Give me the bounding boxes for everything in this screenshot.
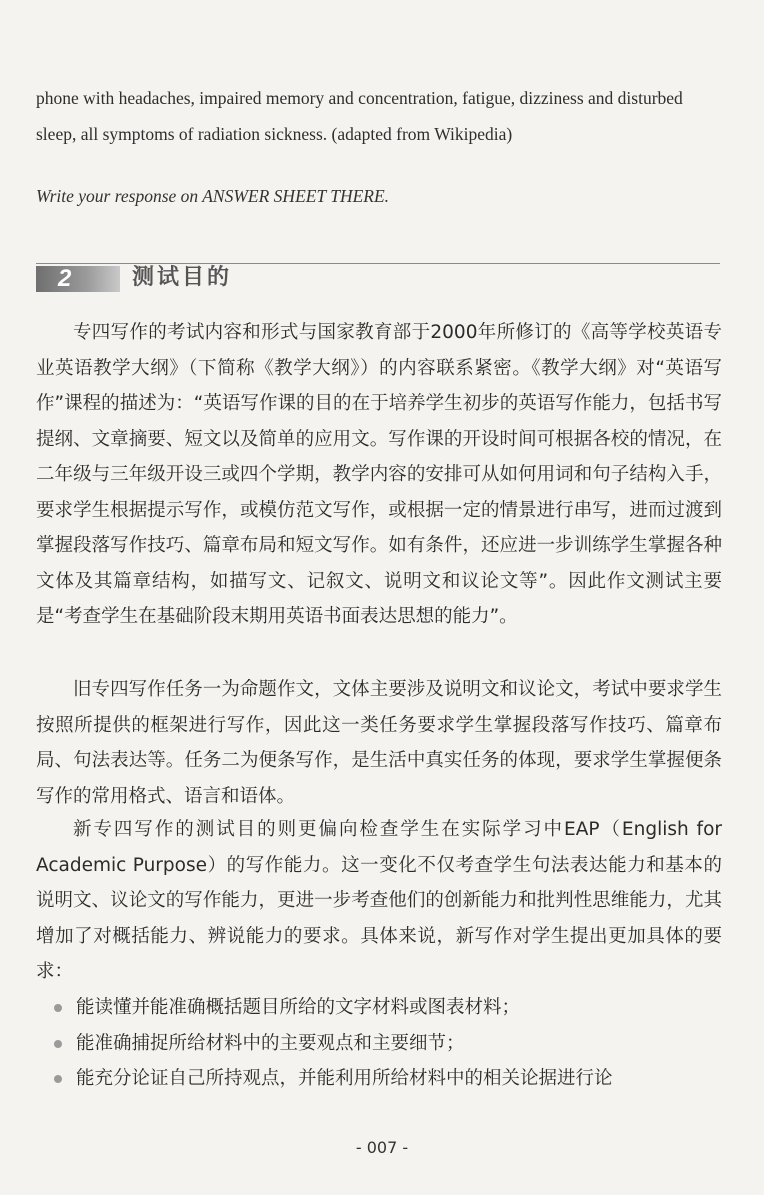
- english-paragraph: phone with headaches, impaired memory and concentration, fatigue, dizziness and disturbed sleep, all symptoms of radiation sickness. (adapted from Wikipedia): [36, 88, 683, 144]
- section-number-badge: [36, 266, 120, 292]
- paragraph-new-purpose: 新专四写作的测试目的则更偏向检查学生在实际学习中EAP（English for Academic Purpose）的写作能力。这一变化不仅考查学生句法表达能力和基本的说明文、议论文的写作能力，更进一步考查他们的创新能力和批判性思维能力，尤其增加了对概括能力、辨说能力的要求。具体来说，新写作对学生提出更加具体的要求：: [36, 819, 722, 982]
- paragraph-old-tasks: 旧专四写作任务一为命题作文，文体主要涉及说明文和议论文，考试中要求学生按照所提供的框架进行写作，因此这一类任务要求学生掌握段落写作技巧、篇章布局、句法表达等。任务二为便条写作，是生活中真实任务的体现，要求学生掌握便条写作的常用格式、语言和语体。: [36, 679, 722, 807]
- paragraph-syllabus: 专四写作的考试内容和形式与国家教育部于2000年所修订的《高等学校英语专业英语教学大纲》（下简称《教学大纲》）的内容联系紧密。《教学大纲》对“英语写作”课程的描述为：“英语写作课的目的在于培养学生初步的英语写作能力，包括书写提纲、文章摘要、短文以及简单的应用文。写作课的开设时间可根据各校的情况，在二年级与三年级开设三或四个学期，教学内容的安排可从如何用词和句子结构入手，要求学生根据提示写作，或模仿范文写作，或根据一定的情景进行串写，进而过渡到掌握段落写作技巧、篇章布局和短文写作。如有条件，还应进一步训练学生掌握各种文体及其篇章结构，如描写文、记叙文、说明文和议论文等”。因此作文测试主要是“考查学生在基础阶段末期用英语书面表达思想的能力”。: [36, 322, 722, 627]
- answer-instruction: Write your response on ANSWER SHEET THERE.: [36, 186, 390, 206]
- section-header: [36, 262, 720, 292]
- requirements-list: [54, 990, 724, 1097]
- bullet-icon: [54, 1004, 62, 1012]
- list-item: [54, 990, 724, 1026]
- list-item-text: 能充分论证自己所持观点，并能利用所给材料中的相关论据进行论: [76, 1068, 613, 1089]
- bullet-icon: [54, 1075, 62, 1083]
- list-item-text: 能读懂并能准确概括题目所给的文字材料或图表材料；: [76, 997, 521, 1018]
- section-title: 测试目的: [132, 265, 233, 290]
- list-item: [54, 1026, 724, 1062]
- list-item: [54, 1061, 724, 1097]
- list-item-text: 能准确捕捉所给材料中的主要观点和主要细节；: [76, 1032, 465, 1054]
- section-number: 2: [58, 265, 72, 292]
- bullet-icon: [54, 1040, 62, 1048]
- page-number: - 007 -: [355, 1138, 409, 1157]
